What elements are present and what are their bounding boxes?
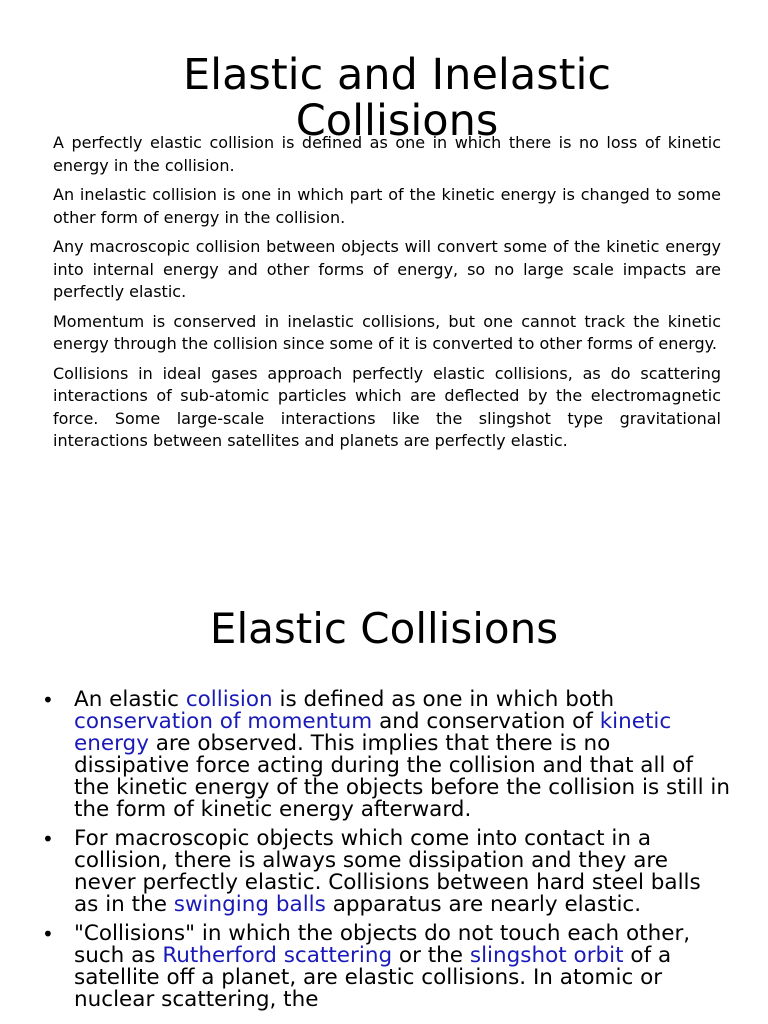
paragraph: A perfectly elastic collision is defined as one in which there is no loss of kinetic energy in the collision. bbox=[53, 133, 721, 175]
bullet-icon: • bbox=[42, 827, 54, 851]
bullet-text: An elastic bbox=[74, 687, 186, 712]
slide-title: Elastic Collisions bbox=[209, 604, 559, 653]
bullet-text: or the bbox=[392, 943, 470, 968]
slide-elastic-collisions bbox=[0, 596, 768, 1024]
bullet-item bbox=[40, 828, 730, 916]
bullet-text: are observed. This implies that there is no dissipative force acting during the collision and that all of the kinetic energy of the objects before the collision is still in the form of kinetic energy afterward. bbox=[74, 731, 730, 822]
slingshot-orbit-link[interactable]: slingshot orbit bbox=[469, 943, 624, 968]
bullet-list bbox=[40, 689, 730, 1018]
paragraph: Momentum is conserved in inelastic collisions, but one cannot track the kinetic energy through the collision since some of it is converted to other forms of energy. bbox=[53, 311, 721, 353]
rutherford-scattering-link[interactable]: Rutherford scattering bbox=[162, 943, 393, 968]
swinging-balls-link[interactable]: swinging balls bbox=[173, 892, 326, 917]
bullet-text: is defined as one in which both bbox=[272, 687, 615, 712]
slide-title: Elastic and Inelastic Collisions bbox=[182, 50, 612, 146]
bullet-text: For macroscopic objects which come into contact in a collision, there is always some dissipation and they are never perfectly elastic. Collisions between hard steel balls as in the bbox=[74, 826, 701, 917]
kinetic-energy-link[interactable]: kinetic energy bbox=[74, 709, 672, 756]
paragraph: An inelastic collision is one in which part of the kinetic energy is changed to some other form of energy in the collision. bbox=[53, 185, 721, 227]
collision-link[interactable]: collision bbox=[185, 687, 273, 712]
bullet-text: apparatus are nearly elastic. bbox=[325, 892, 642, 917]
bullet-text: of a satellite off a planet, are elastic collisions. In atomic or nuclear scattering, the bbox=[74, 943, 672, 1012]
bullet-item bbox=[40, 689, 730, 821]
bullet-text: "Collisions" in which the objects do not touch each other, such as bbox=[74, 921, 691, 968]
paragraph: Collisions in ideal gases approach perfectly elastic collisions, as do scattering interactions of sub-atomic particles which are deflected by the electromagnetic force. Some large-scale interactions like the slingshot type gravitational interactions between satellites and planets are perfectly elastic. bbox=[53, 363, 721, 450]
bullet-text: and conservation of bbox=[372, 709, 600, 734]
conservation-of-momentum-link[interactable]: conservation of momentum bbox=[74, 709, 373, 734]
bullet-icon: • bbox=[42, 922, 54, 946]
bullet-item bbox=[40, 923, 730, 1011]
bullet-icon: • bbox=[42, 688, 54, 712]
slide-body bbox=[53, 132, 721, 460]
paragraph: Any macroscopic collision between objects will convert some of the kinetic energy into internal energy and other forms of energy, so no large scale impacts are perfectly elastic. bbox=[53, 237, 721, 301]
